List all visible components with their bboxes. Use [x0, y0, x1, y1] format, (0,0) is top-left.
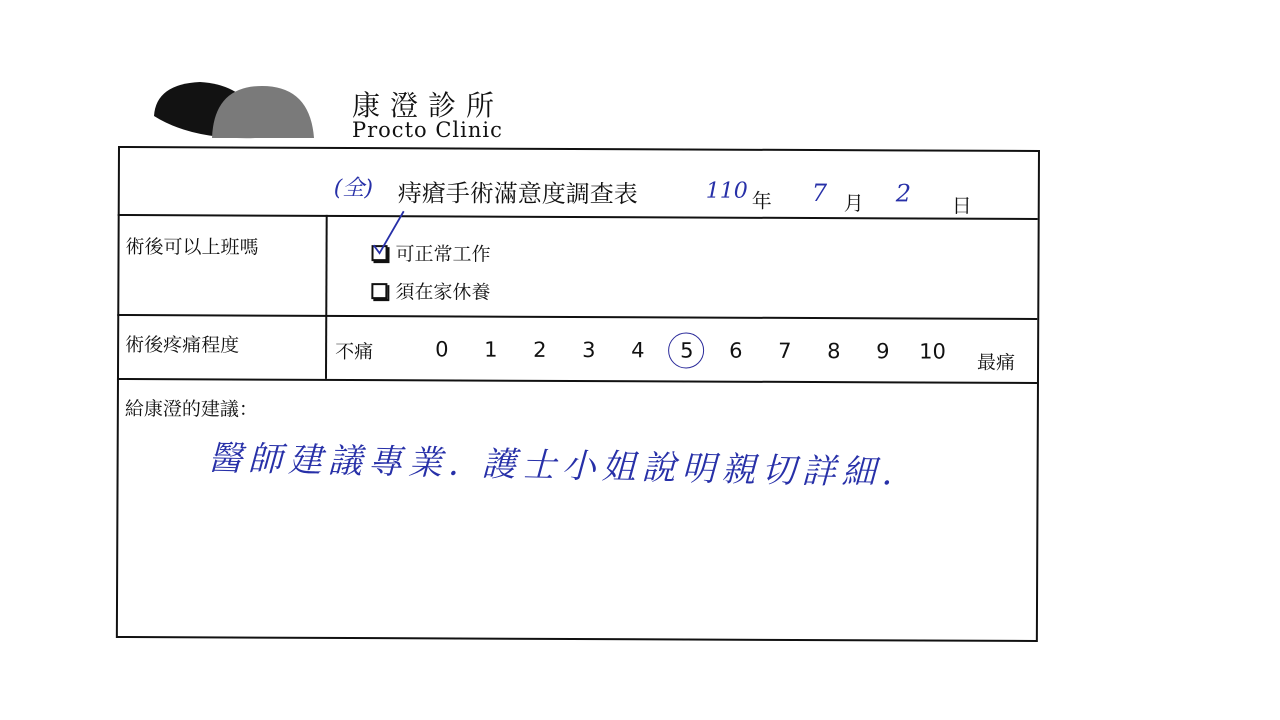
clinic-name-zh: 康澄診所 [352, 89, 505, 122]
pain-scale-option-1[interactable]: 1 [484, 337, 498, 362]
year-value: 110 [705, 178, 748, 204]
option-rest-at-home-label: 須在家休養 [395, 281, 491, 304]
pain-question-label: 術後疼痛程度 [125, 334, 240, 357]
work-question-label: 術後可以上班嗎 [125, 236, 259, 259]
pain-low-label: 不痛 [335, 340, 374, 364]
form-title: 痔瘡手術滿意度調查表 [397, 179, 638, 209]
pain-scale-option-3[interactable]: 3 [582, 338, 596, 363]
checkmark-icon [370, 209, 410, 257]
pain-scale-option-2[interactable]: 2 [533, 337, 547, 362]
option-rest-at-home[interactable] [371, 277, 490, 305]
pain-scale-option-6[interactable]: 6 [729, 338, 743, 363]
pain-scale-option-10[interactable]: 10 [919, 339, 946, 364]
option-normal-work-label: 可正常工作 [395, 243, 491, 266]
month-label: 月 [843, 191, 864, 216]
day-label: 日 [951, 193, 972, 218]
clinic-name-en: Procto Clinic [352, 118, 503, 142]
pain-scale-option-7[interactable]: 7 [778, 338, 792, 363]
month-value: 7 [811, 179, 828, 208]
day-value: 2 [895, 179, 912, 208]
suggestion-label: 給康澄的建議： [124, 398, 258, 421]
pain-scale-option-5[interactable]: 5 [680, 338, 694, 363]
pain-selected-circle [668, 332, 704, 368]
pain-scale-option-4[interactable]: 4 [631, 338, 645, 363]
survey-card [116, 146, 1038, 650]
pain-high-label: 最痛 [977, 351, 1016, 374]
pain-scale-option-0[interactable]: 0 [435, 337, 449, 362]
checkbox-icon[interactable] [371, 283, 387, 299]
handwritten-prefix: (全) [333, 175, 374, 202]
suggestion-handwritten-text: 醫師建議專業. 護士小姐說明親切詳細. [207, 438, 899, 494]
year-label: 年 [751, 188, 772, 213]
pain-scale-option-9[interactable]: 9 [876, 339, 890, 364]
pain-scale-option-8[interactable]: 8 [827, 339, 841, 364]
clinic-logo-icon [152, 78, 322, 142]
